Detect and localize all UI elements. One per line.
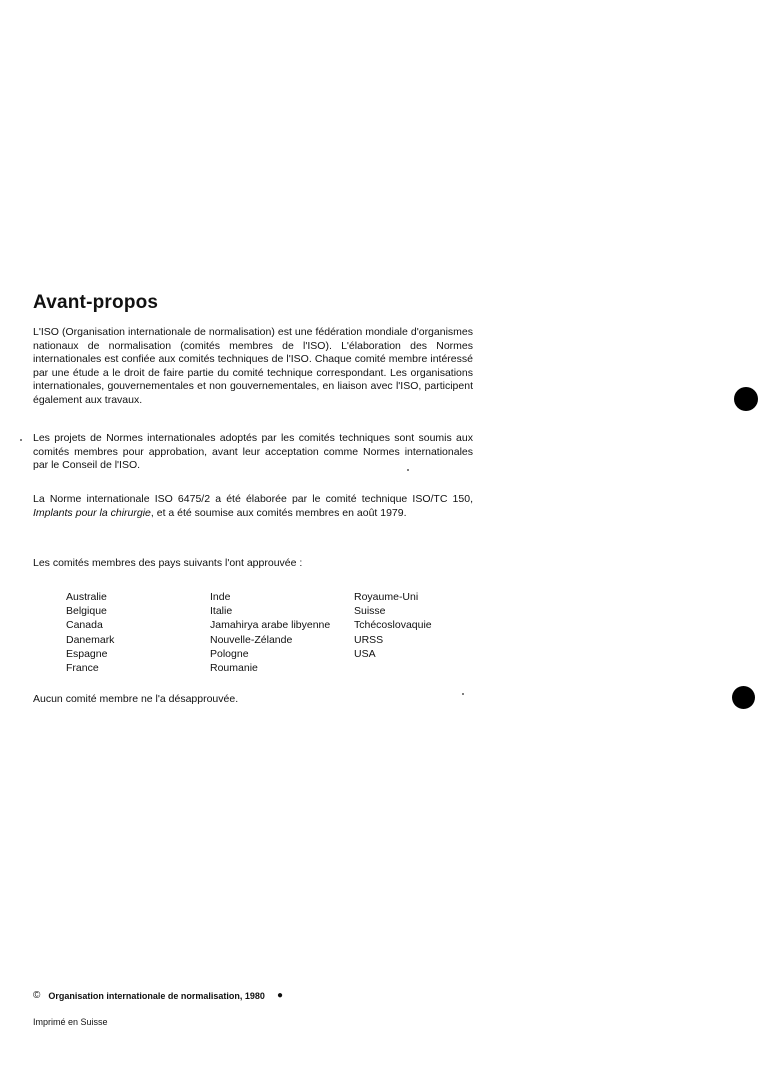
paragraph-no-disapproval: Aucun comité membre ne l'a désapprouvée.	[33, 693, 239, 705]
page-title: Avant-propos	[33, 292, 159, 313]
country-item: Roumanie	[210, 662, 258, 675]
country-item: Royaume-Uni	[354, 591, 419, 603]
country-item: Jamahirya arabe libyenne	[210, 619, 331, 632]
country-item: Tchécoslovaquie	[354, 619, 432, 632]
country-item: France	[66, 662, 99, 675]
copyright-line	[33, 990, 283, 1001]
country-item: Suisse	[354, 605, 386, 618]
country-list	[66, 590, 486, 675]
copyright-icon: ©	[33, 990, 41, 1001]
punch-hole-lower	[732, 686, 755, 709]
paragraph-standard-origin	[33, 493, 473, 520]
paragraph-approving-countries-intro: Les comités membres des pays suivants l'ont approuvée :	[33, 557, 303, 569]
scan-speck	[462, 693, 464, 695]
country-item: USA	[354, 647, 376, 660]
country-item: Nouvelle-Zélande	[210, 633, 293, 646]
country-item: Inde	[210, 591, 231, 603]
copyright-organisation: Organisation internationale de normalisation, 1980	[48, 990, 265, 1001]
country-item: Belgique	[66, 605, 107, 618]
committee-title: Implants pour la chirurgie	[33, 506, 151, 519]
paragraph-iso-description: L'ISO (Organisation internationale de normalisation) est une fédération mondiale d'organismes nationaux de normalisation (comités membres de l'ISO). L'élaboration des Normes internationales est confiée aux comités techniques de l'ISO. Chaque comité membre intéressé par une étude a le droit de faire partie du comité technique correspondant. Les organisations internationales, gouvernementales et non gouvernementales, en liaison avec l'ISO, participent également aux travaux.	[33, 326, 473, 406]
country-column-1	[66, 590, 210, 675]
country-item: Espagne	[66, 647, 108, 660]
country-item: Danemark	[66, 633, 115, 646]
scan-speck	[407, 469, 409, 471]
country-item: Australie	[66, 591, 107, 603]
country-item: URSS	[354, 633, 384, 646]
punch-hole-upper	[734, 387, 758, 411]
printed-in: Imprimé en Suisse	[33, 1017, 108, 1027]
country-column-2	[210, 590, 354, 675]
bullet-icon: ●	[276, 990, 283, 1001]
scan-speck	[20, 439, 22, 441]
standard-origin-text-2: , et a été soumise aux comités membres en août 1979.	[150, 506, 407, 519]
paragraph-approval-process: Les projets de Normes internationales adoptés par les comités techniques sont soumis aux comités membres pour approbation, avant leur acceptation comme Normes internationales par le Conseil de l'ISO.	[33, 432, 473, 472]
standard-origin-text-1: La Norme internationale ISO 6475/2 a été élaborée par le comité technique ISO/TC 150,	[33, 493, 473, 505]
country-column-3	[354, 590, 486, 675]
country-item: Pologne	[210, 647, 249, 660]
country-item: Canada	[66, 619, 103, 632]
country-item: Italie	[210, 605, 233, 618]
